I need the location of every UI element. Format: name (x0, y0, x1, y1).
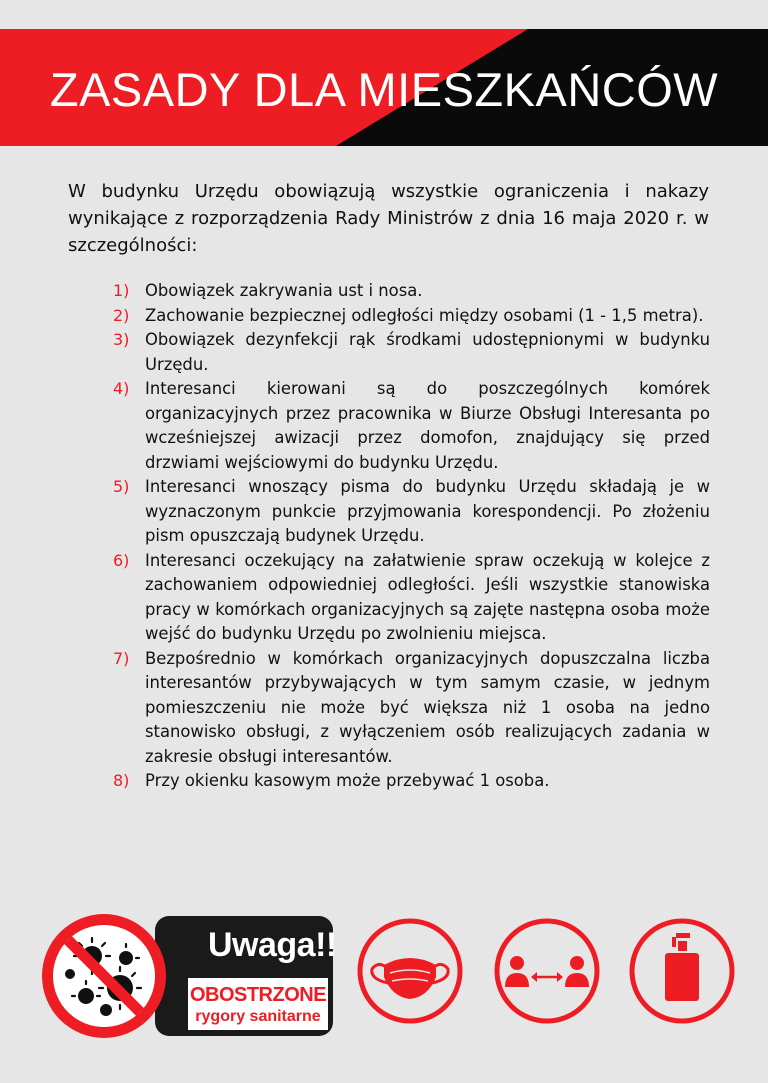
rule-text: Interesanci kierowani są do poszczególnych komórek organizacyjnych przez pracownika w Biurze Obsługi Interesanta po wcześniejszej awizacji przez domofon, znajdujący się przed drzwiami wejściowymi do budynku Urzędu. (145, 379, 710, 472)
sanitizer-icon (628, 917, 736, 1025)
warning-line1: OBOSTRZONE (189, 984, 327, 1006)
intro-paragraph: W budynku Urzędu obowiązują wszystkie ograniczenia i nakazy wynikające z rozporządzenia Rady Ministrów z dnia 16 maja 2020 r. w szczególności: (68, 181, 709, 256)
rule-item-1 (108, 279, 710, 304)
rules-list (108, 279, 710, 794)
rule-item-8 (108, 769, 710, 794)
social-distance-icon (493, 917, 601, 1025)
rule-item-4 (108, 377, 710, 475)
rule-number: 4) (113, 379, 130, 398)
rule-text: Bezpośrednio w komórkach organizacyjnych dopuszczalna liczba interesantów przybywających w tym samym czasie, w jednym pomieszczeniu nie może być większa niż 1 osoba na jedno stanowisko obsługi, z wyłączeniem osób realizujących zadania w zakresie obsługi interesantów. (145, 648, 710, 766)
face-mask-icon (356, 917, 464, 1025)
rule-item-7 (108, 647, 710, 770)
rule-item-3 (108, 328, 710, 377)
rule-number: 1) (113, 281, 130, 300)
footer-icons (0, 905, 768, 1045)
rule-text: Obowiązek dezynfekcji rąk środkami udostępnionymi w budynku Urzędu. (145, 330, 710, 374)
no-virus-icon (40, 912, 168, 1040)
rule-text: Obowiązek zakrywania ust i nosa. (145, 281, 423, 300)
rule-text: Interesanci wnoszący pisma do budynku Urzędu składają je w wyznaczonym punkcie przyjmowania korespondencji. Po złożeniu pism opuszczają budynek Urzędu. (145, 477, 710, 545)
rule-number: 7) (113, 648, 130, 668)
rule-number: 6) (113, 550, 130, 570)
rule-text: Interesanci oczekujący na załatwienie spraw oczekują w kolejce z zachowaniem odpowiedniej odległości. Jeśli wszystkie stanowiska pracy w komórkach organizacyjnych są zajęte następna osoba może wejść do budynku Urzędu po zwolnieniu miejsca. (145, 550, 710, 643)
rule-item-2 (108, 304, 710, 329)
rule-item-6 (108, 549, 710, 647)
rule-text: Przy okienku kasowym może przebywać 1 osoba. (145, 771, 550, 790)
warning-badge (40, 912, 336, 1040)
rule-number: 5) (113, 477, 130, 496)
rule-number: 3) (113, 330, 130, 349)
rule-text: Zachowanie bezpiecznej odległości między osobami (1 - 1,5 metra). (145, 305, 704, 325)
rule-number: 2) (113, 305, 130, 325)
warning-line2: rygory sanitarne (195, 1008, 321, 1025)
header-banner (0, 29, 768, 146)
warning-title: Uwaga!! (208, 926, 337, 964)
rule-item-5 (108, 475, 710, 549)
rule-number: 8) (113, 771, 130, 790)
page-title: ZASADY DLA MIESZKAŃCÓW (49, 63, 719, 116)
